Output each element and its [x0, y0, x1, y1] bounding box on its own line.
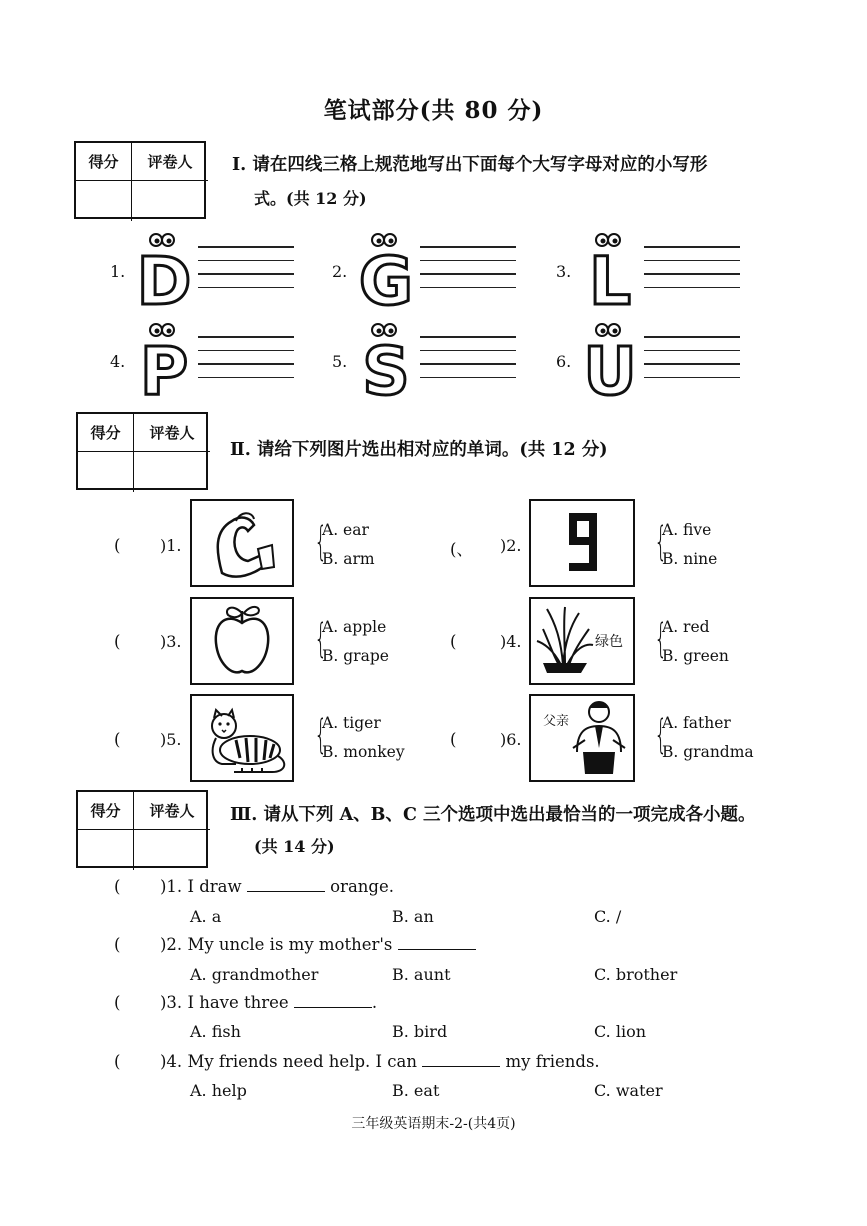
question-number: )3.	[160, 632, 182, 651]
answer-paren[interactable]: (	[114, 1052, 121, 1071]
cartoon-letter	[352, 320, 422, 402]
father-picture	[529, 694, 635, 782]
option-a[interactable]: A. apple	[322, 618, 387, 636]
cartoon-letter	[352, 230, 422, 312]
question	[160, 935, 476, 954]
question-text-end: orange.	[330, 877, 394, 896]
question-number: )6.	[500, 730, 522, 749]
score-cell[interactable]	[76, 181, 132, 221]
apple-icon	[192, 599, 292, 683]
question-text-end: .	[371, 993, 378, 1012]
choice-a[interactable]: A. fish	[190, 1022, 241, 1041]
grader-cell[interactable]	[134, 830, 210, 870]
item-number: 2.	[332, 262, 348, 281]
score-box-3	[76, 790, 208, 868]
letter-glyph: G	[358, 243, 414, 312]
options-1: { A. ear B. arm	[312, 516, 375, 574]
score-label: 得分	[76, 143, 132, 181]
grader-label: 评卷人	[132, 143, 208, 181]
answer-paren[interactable]: (	[450, 632, 457, 651]
options-2: { A. five B. nine	[652, 516, 717, 574]
grass-icon	[533, 599, 599, 683]
choice-a[interactable]: A. help	[190, 1081, 247, 1100]
item-number: 3.	[556, 262, 572, 281]
blank[interactable]	[422, 1052, 500, 1067]
section3-heading: Ⅲ. 请从下列 A、B、C 三个选项中选出最恰当的一项完成各小题。	[230, 805, 756, 825]
choice-c[interactable]: C. brother	[594, 965, 678, 984]
letter-glyph: L	[588, 243, 632, 312]
cartoon-letter	[130, 320, 200, 402]
item-number: 6.	[556, 352, 572, 371]
blank[interactable]	[247, 877, 325, 892]
digit-nine-picture	[529, 499, 635, 587]
answer-paren[interactable]: (、	[450, 540, 473, 559]
four-line-writing-area[interactable]	[644, 336, 740, 378]
choice-b[interactable]: B. bird	[392, 1022, 448, 1041]
choice-b[interactable]: B. eat	[392, 1081, 440, 1100]
option-b[interactable]: B. grape	[322, 647, 389, 665]
question-number: )4.	[160, 1052, 183, 1071]
question	[160, 1052, 600, 1071]
page-footer: 三年级英语期末-2-(共4页)	[351, 1116, 516, 1132]
question-number: )1.	[160, 877, 183, 896]
four-line-writing-area[interactable]	[420, 246, 516, 288]
option-a[interactable]: A. tiger	[322, 714, 381, 732]
option-a[interactable]: A. father	[662, 714, 731, 732]
letter-glyph: P	[139, 333, 189, 402]
answer-paren[interactable]: (	[114, 730, 121, 749]
question-text: I have three	[187, 993, 289, 1012]
score-label: 得分	[78, 792, 134, 830]
answer-paren[interactable]: (	[114, 632, 121, 651]
score-label: 得分	[78, 414, 134, 452]
section1-heading-cont: 式。(共 12 分)	[254, 189, 367, 208]
option-b[interactable]: B. nine	[662, 550, 718, 568]
options-4: { A. red B. green	[652, 613, 729, 671]
arm-icon	[192, 501, 292, 585]
arm-picture	[190, 499, 294, 587]
choice-c[interactable]: C. water	[594, 1081, 663, 1100]
four-line-writing-area[interactable]	[198, 336, 294, 378]
man-icon	[569, 696, 629, 780]
score-box-1	[74, 141, 206, 219]
option-b[interactable]: B. green	[662, 647, 729, 665]
grader-label: 评卷人	[134, 414, 210, 452]
option-a[interactable]: A. ear	[322, 521, 369, 539]
cartoon-letter	[576, 320, 646, 402]
grader-cell[interactable]	[134, 452, 210, 492]
options-6: { A. father B. grandma	[652, 709, 754, 767]
choice-a[interactable]: A. grandmother	[190, 965, 319, 984]
blank[interactable]	[294, 993, 372, 1008]
four-line-writing-area[interactable]	[198, 246, 294, 288]
nine-icon	[531, 501, 633, 585]
choice-c[interactable]: C. lion	[594, 1022, 647, 1041]
option-b[interactable]: B. arm	[322, 550, 375, 568]
question-number: )1.	[160, 536, 182, 555]
question-text: My friends need help. I can	[187, 1052, 417, 1071]
question-number: )2.	[160, 935, 183, 954]
picture-label: 父亲	[543, 714, 570, 729]
choice-c[interactable]: C. /	[594, 907, 622, 926]
answer-paren[interactable]: (	[450, 730, 457, 749]
letter-glyph: S	[362, 333, 410, 402]
option-b[interactable]: B. monkey	[322, 743, 405, 761]
choice-a[interactable]: A. a	[190, 907, 222, 926]
option-a[interactable]: A. red	[662, 618, 710, 636]
tiger-picture	[190, 694, 294, 782]
answer-paren[interactable]: (	[114, 935, 121, 954]
choice-b[interactable]: B. aunt	[392, 965, 451, 984]
section1-heading: Ⅰ. 请在四线三格上规范地写出下面每个大写字母对应的小写形	[232, 155, 708, 175]
question-text: My uncle is my mother's	[187, 935, 393, 954]
question-text-end: my friends.	[505, 1052, 600, 1071]
options-5: { A. tiger B. monkey	[312, 709, 405, 767]
score-box-2	[76, 412, 208, 490]
tiger-icon	[192, 696, 292, 780]
item-number: 5.	[332, 352, 348, 371]
apple-picture	[190, 597, 294, 685]
picture-label: 绿色	[595, 634, 623, 650]
question-number: )3.	[160, 993, 183, 1012]
question	[160, 993, 377, 1012]
question-number: )4.	[500, 632, 522, 651]
letter-glyph: U	[583, 333, 637, 402]
item-number: 1.	[110, 262, 126, 281]
section3-heading-cont: (共 14 分)	[254, 837, 335, 856]
question-number: )2.	[500, 536, 522, 555]
cartoon-letter	[576, 230, 646, 312]
answer-paren[interactable]: (	[114, 536, 121, 555]
answer-paren[interactable]: (	[114, 877, 121, 896]
four-line-writing-area[interactable]	[644, 246, 740, 288]
question	[160, 877, 394, 896]
grader-label: 评卷人	[134, 792, 210, 830]
letter-glyph: D	[136, 243, 192, 312]
blank[interactable]	[398, 935, 476, 950]
cartoon-letter	[130, 230, 200, 312]
score-cell[interactable]	[78, 452, 134, 492]
grader-cell[interactable]	[132, 181, 208, 221]
page-title: 笔试部分(共 80 分)	[323, 97, 544, 124]
grass-picture	[529, 597, 635, 685]
options-3: { A. apple B. grape	[312, 613, 389, 671]
item-number: 4.	[110, 352, 126, 371]
answer-paren[interactable]: (	[114, 993, 121, 1012]
section2-heading: Ⅱ. 请给下列图片选出相对应的单词。(共 12 分)	[230, 440, 608, 460]
four-line-writing-area[interactable]	[420, 336, 516, 378]
option-a[interactable]: A. five	[662, 521, 712, 539]
question-text: I draw	[187, 877, 242, 896]
score-cell[interactable]	[78, 830, 134, 870]
question-number: )5.	[160, 730, 182, 749]
choice-b[interactable]: B. an	[392, 907, 434, 926]
option-b[interactable]: B. grandma	[662, 743, 754, 761]
